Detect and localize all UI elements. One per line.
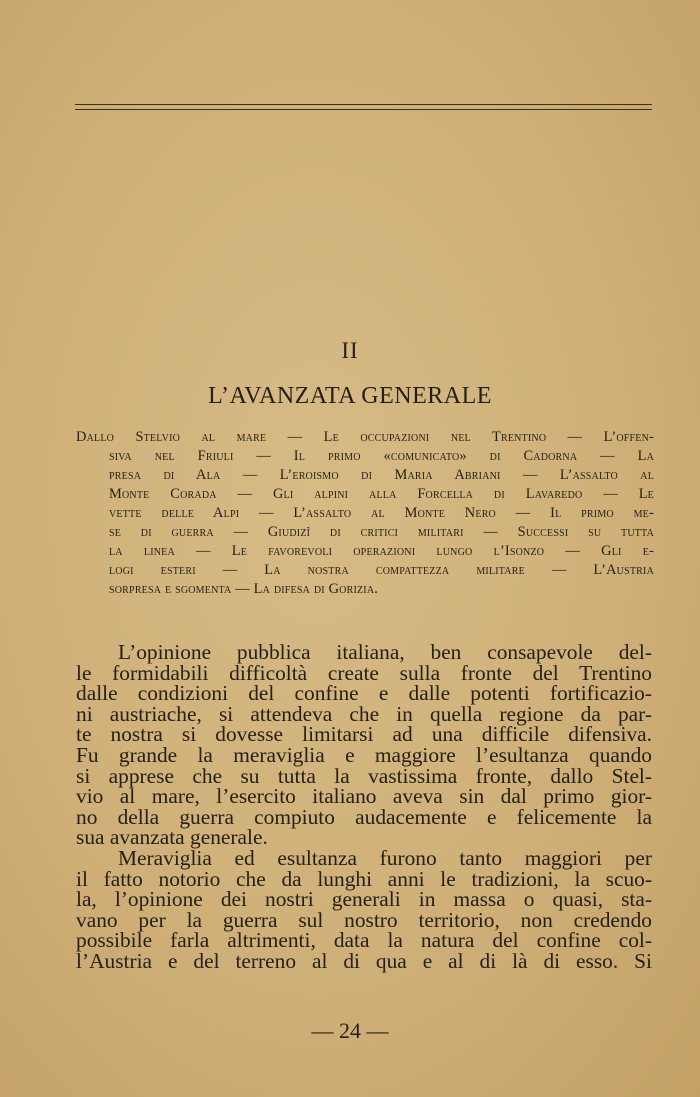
summary-line: siva nel Friuli — Il primo «comunicato» di Cadorna — La xyxy=(109,448,654,464)
body-line: si apprese che su tutta la vastissima fronte, dallo Stel- xyxy=(76,763,652,788)
body-line: vio al mare, l’esercito italiano aveva sin dal primo gior- xyxy=(76,784,652,809)
body-line: l’Austria e del terreno al di qua e al di là di esso. Si xyxy=(76,948,652,973)
body-line: L’opinione pubblica italiana, ben consapevole del- xyxy=(118,640,652,664)
body-line: Meraviglia ed esultanza furono tanto maggiori per xyxy=(118,845,652,870)
summary-line: logi esteri — La nostra compattezza militare — L’Austria xyxy=(109,562,654,578)
summary-line: Dallo Stelvio al mare — Le occupazioni nel Trentino — L’offen- xyxy=(76,429,654,445)
top-rule-double xyxy=(75,109,652,110)
summary-line: la linea — Le favorevoli operazioni lungo l’Isonzo — Gli e- xyxy=(109,543,654,559)
body-line: dalle condizioni del confine e dalle potenti fortificazio- xyxy=(76,681,652,706)
page-number: — 24 — xyxy=(311,1018,389,1043)
body-line: possibile farla altrimenti, data la natura del confine col- xyxy=(76,928,652,953)
summary-line: vette delle Alpi — L’assalto al Monte Nero — Il primo me- xyxy=(109,505,654,521)
body-line: le formidabili difficoltà create sulla fronte del Trentino xyxy=(76,660,652,685)
summary-line: Monte Corada — Gli alpini alla Forcella di Lavaredo — Le xyxy=(109,486,654,502)
body-line: Fu grande la meraviglia e maggiore l’esultanza quando xyxy=(76,742,652,767)
summary-line: sorpresa e sgomenta — La difesa di Gorizia. xyxy=(109,581,379,597)
body-text xyxy=(76,642,652,972)
body-line: vano per la guerra sul nostro territorio, non credendo xyxy=(76,907,652,932)
body-line: ni austriache, si attendeva che in quella regione da par- xyxy=(76,701,652,726)
body-line: sua avanzata generale. xyxy=(76,825,268,850)
top-rule xyxy=(75,104,652,105)
body-line: la, l’opinione dei nostri generali in massa o quasi, sta- xyxy=(76,887,652,912)
summary-line: se di guerra — Giudizî di critici militari — Successi su tutta xyxy=(109,524,654,540)
body-line: il fatto notorio che da lunghi anni le tradizioni, la scuo- xyxy=(76,866,652,891)
body-line: no della guerra compiuto audacemente e felicemente la xyxy=(76,804,652,829)
body-line: te nostra si dovesse limitarsi ad una difficile difensiva. xyxy=(76,722,652,747)
chapter-number: II xyxy=(341,338,359,363)
chapter-title: L’AVANZATA GENERALE xyxy=(208,383,492,409)
chapter-summary xyxy=(76,428,654,599)
summary-line: presa di Ala — L’eroismo di Maria Abriani — L’assalto al xyxy=(109,467,654,483)
